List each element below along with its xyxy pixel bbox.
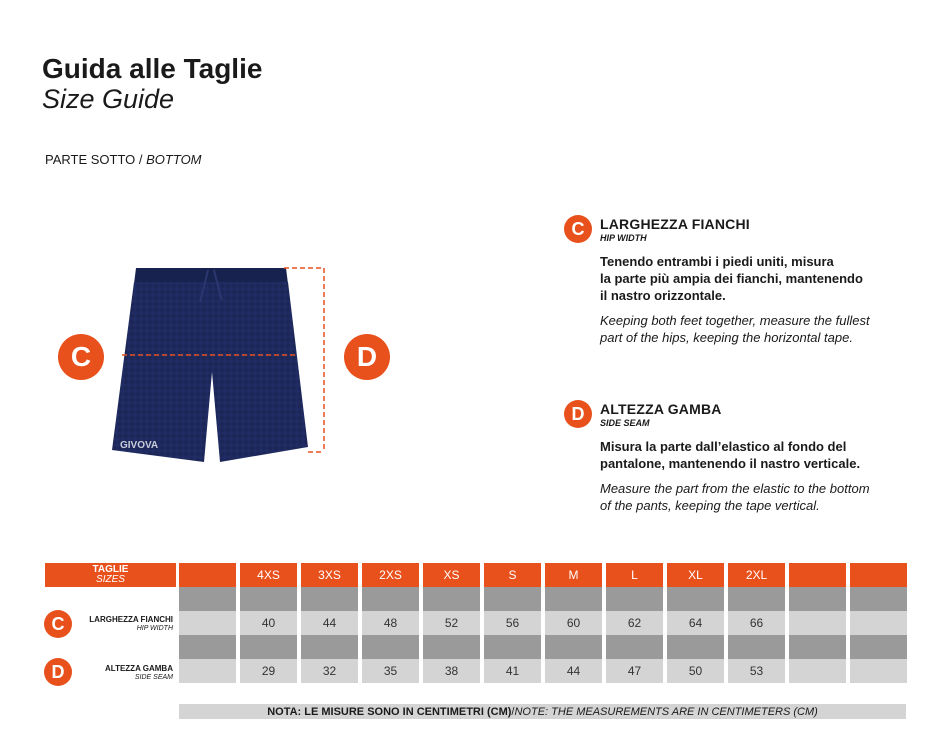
table-value-cell: 29 bbox=[240, 659, 297, 683]
size-header bbox=[789, 563, 846, 587]
table-spacer-cell bbox=[728, 635, 785, 659]
size-header: XL bbox=[667, 563, 724, 587]
table-spacer-cell bbox=[301, 635, 358, 659]
table-spacer-cell bbox=[789, 587, 846, 611]
table-value-cell: 40 bbox=[240, 611, 297, 635]
table-spacer-cell bbox=[179, 659, 236, 683]
row-label-en: HIP WIDTH bbox=[136, 625, 173, 632]
section-label-en: BOTTOM bbox=[146, 152, 202, 167]
table-spacer-cell bbox=[423, 587, 480, 611]
text-line: part of the hips, keeping the horizontal tape. bbox=[600, 330, 853, 345]
row-label-en: SIDE SEAM bbox=[134, 674, 173, 681]
badge-d-table: D bbox=[44, 658, 72, 686]
text-line: la parte più ampia dei fianchi, mantenendo bbox=[600, 271, 863, 286]
table-value-cell bbox=[850, 611, 907, 635]
badge-d-diagram: D bbox=[344, 334, 390, 380]
text-line: il nastro orizzontale. bbox=[600, 288, 726, 303]
table-spacer-cell bbox=[484, 587, 541, 611]
measurement-note bbox=[179, 704, 906, 719]
table-spacer-cell bbox=[545, 587, 602, 611]
table-spacer-cell bbox=[728, 587, 785, 611]
text-line: pantalone, mantenendo il nastro verticale. bbox=[600, 456, 861, 471]
section-label-sep: / bbox=[135, 152, 147, 167]
table-value-cell: 50 bbox=[667, 659, 724, 683]
text-line: of the pants, keeping the tape vertical. bbox=[600, 498, 820, 513]
table-spacer-cell bbox=[240, 587, 297, 611]
page-title: Guida alle Taglie bbox=[42, 53, 263, 84]
badge-d-measure: D bbox=[564, 400, 592, 428]
table-value-cell bbox=[850, 659, 907, 683]
section-label bbox=[45, 152, 202, 167]
table-spacer-cell bbox=[545, 635, 602, 659]
table-spacer-cell bbox=[667, 587, 724, 611]
table-value-cell: 56 bbox=[484, 611, 541, 635]
table-spacer-cell bbox=[240, 635, 297, 659]
table-spacer-cell bbox=[423, 635, 480, 659]
table-value-cell bbox=[789, 611, 846, 635]
measurement-subtitle: HIP WIDTH bbox=[600, 233, 647, 243]
table-spacer-cell bbox=[362, 635, 419, 659]
table-spacer-cell bbox=[484, 635, 541, 659]
badge-c-diagram: C bbox=[58, 334, 104, 380]
table-value-cell: 64 bbox=[667, 611, 724, 635]
measurement-title: ALTEZZA GAMBA bbox=[600, 401, 722, 417]
measurement-text-it bbox=[600, 438, 920, 472]
measurement-text-en bbox=[600, 312, 920, 346]
table-value-cell bbox=[789, 659, 846, 683]
table-spacer-cell bbox=[606, 635, 663, 659]
table-spacer-cell bbox=[179, 611, 236, 635]
measurement-side-seam bbox=[600, 401, 920, 514]
shorts-diagram bbox=[108, 262, 328, 467]
size-header: XS bbox=[423, 563, 480, 587]
note-sep: / bbox=[511, 705, 515, 718]
table-value-cell: 66 bbox=[728, 611, 785, 635]
table-spacer-cell bbox=[850, 587, 907, 611]
table-spacer-cell bbox=[789, 635, 846, 659]
measurement-title: LARGHEZZA FIANCHI bbox=[600, 216, 750, 232]
table-value-cell: 47 bbox=[606, 659, 663, 683]
table-header-sizes bbox=[45, 563, 176, 587]
brand-logo: GIVOVA bbox=[120, 440, 159, 451]
text-line: Misura la parte dall’elastico al fondo del bbox=[600, 439, 847, 454]
table-value-cell: 35 bbox=[362, 659, 419, 683]
row-label-side-seam bbox=[78, 664, 173, 682]
row-label-it: LARGHEZZA FIANCHI bbox=[89, 615, 173, 624]
table-value-cell: 41 bbox=[484, 659, 541, 683]
table-value-cell: 44 bbox=[301, 611, 358, 635]
table-value-cell: 38 bbox=[423, 659, 480, 683]
size-header: M bbox=[545, 563, 602, 587]
table-value-cell: 62 bbox=[606, 611, 663, 635]
table-spacer-cell bbox=[850, 635, 907, 659]
table-spacer-cell bbox=[667, 635, 724, 659]
table-value-cell: 48 bbox=[362, 611, 419, 635]
table-header-blank bbox=[179, 563, 236, 587]
note-en: NOTE: THE MEASUREMENTS ARE IN CENTIMETERS (CM) bbox=[514, 705, 818, 718]
size-header bbox=[850, 563, 907, 587]
size-header: 4XS bbox=[240, 563, 297, 587]
row-label-hip-width bbox=[78, 615, 173, 633]
table-value-cell: 44 bbox=[545, 659, 602, 683]
table-spacer-cell bbox=[606, 587, 663, 611]
size-header: L bbox=[606, 563, 663, 587]
section-label-it: PARTE SOTTO bbox=[45, 152, 136, 167]
text-line: Measure the part from the elastic to the bottom bbox=[600, 481, 870, 496]
table-spacer-cell bbox=[179, 587, 236, 611]
measurement-hip-width bbox=[600, 216, 920, 346]
table-header-it: TAGLIE bbox=[92, 564, 129, 575]
size-header: 3XS bbox=[301, 563, 358, 587]
table-header-en: SIZES bbox=[96, 574, 125, 585]
shorts-body bbox=[112, 282, 308, 462]
size-header: 2XS bbox=[362, 563, 419, 587]
table-value-cell: 53 bbox=[728, 659, 785, 683]
row-label-it: ALTEZZA GAMBA bbox=[105, 664, 173, 673]
badge-c-table: C bbox=[44, 610, 72, 638]
table-spacer-cell bbox=[362, 587, 419, 611]
table-value-cell: 60 bbox=[545, 611, 602, 635]
table-spacer-cell bbox=[301, 587, 358, 611]
table-spacer-cell bbox=[179, 635, 236, 659]
page-subtitle: Size Guide bbox=[42, 84, 175, 114]
text-line: Tenendo entrambi i piedi uniti, misura bbox=[600, 254, 834, 269]
badge-c-measure: C bbox=[564, 215, 592, 243]
note-it: NOTA: LE MISURE SONO IN CENTIMETRI (CM) bbox=[267, 705, 512, 718]
shorts-waistband bbox=[134, 268, 288, 284]
size-header: 2XL bbox=[728, 563, 785, 587]
table-value-cell: 52 bbox=[423, 611, 480, 635]
table-value-cell: 32 bbox=[301, 659, 358, 683]
text-line: Keeping both feet together, measure the fullest bbox=[600, 313, 870, 328]
size-header: S bbox=[484, 563, 541, 587]
measurement-text-en bbox=[600, 480, 920, 514]
measurement-text-it bbox=[600, 253, 920, 304]
measurement-subtitle: SIDE SEAM bbox=[600, 418, 650, 428]
